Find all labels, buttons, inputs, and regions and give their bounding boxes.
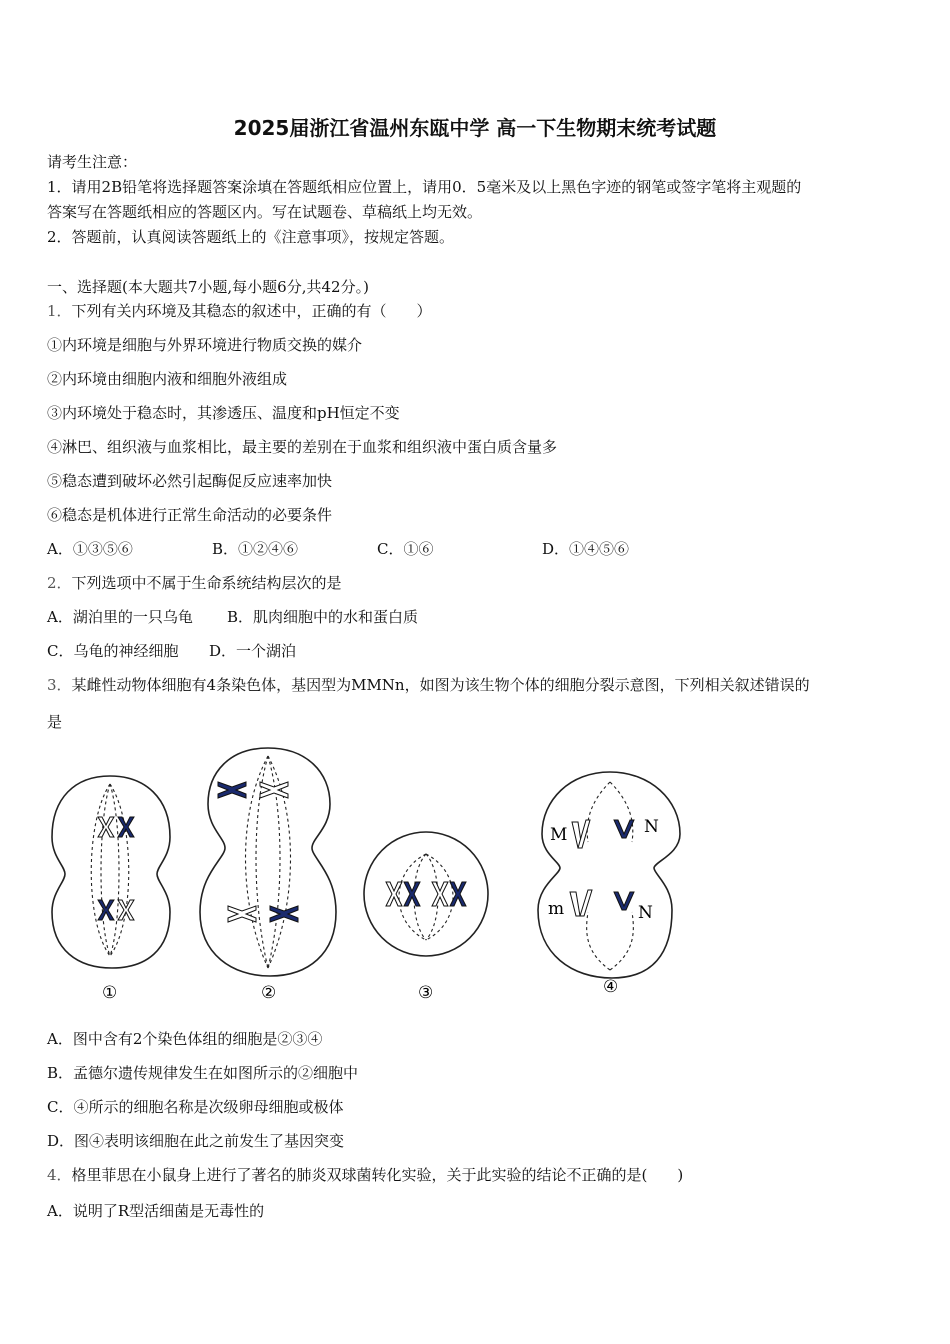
question-number: 2． [47, 574, 72, 592]
q1-options [47, 539, 629, 559]
chromosome [118, 817, 134, 837]
q2-options-ab [47, 607, 418, 627]
chromosome [98, 817, 114, 837]
question-2-stem [47, 573, 342, 593]
cell-3-outline [364, 832, 488, 956]
cell-4-spindle [587, 782, 634, 970]
gene-label: m [548, 899, 565, 919]
figure-label-4: ④ [603, 977, 619, 997]
question-3-stem-cont: 是 [47, 713, 63, 731]
question-number: 3． [47, 676, 72, 694]
q1-item-6: ⑥稳态是机体进行正常生命活动的必要条件 [47, 506, 333, 524]
q1-item-3: ③内环境处于稳态时，其渗透压、温度和pH恒定不变 [47, 404, 400, 422]
chromosome [432, 882, 448, 906]
chromosome [270, 906, 298, 922]
cell-4-outline [538, 772, 680, 978]
gene-label: N [638, 903, 653, 923]
chromosome [228, 906, 256, 922]
cell-division-figure [40, 742, 700, 1012]
cell-2-outline [200, 748, 336, 976]
q2-option-d: D．一个湖泊 [209, 642, 297, 660]
question-3-stem [47, 675, 810, 695]
cell-3-spindle [399, 854, 453, 940]
notice-line-1a: 1．请用2B铅笔将选择题答案涂填在答题纸相应位置上，请用0．5毫米及以上黑色字迹的钢笔或签字笔将主观题的 [47, 178, 802, 196]
q3-option-a: A．图中含有2个染色体组的细胞是②③④ [47, 1030, 323, 1048]
q1-item-1: ①内环境是细胞与外界环境进行物质交换的媒介 [47, 336, 363, 354]
notice-heading: 请考生注意： [47, 153, 138, 171]
figure-label-1: ① [102, 983, 118, 1003]
q3-option-b: B．孟德尔遗传规律发生在如图所示的②细胞中 [47, 1064, 359, 1082]
q1-option-b: B．①②④⑥ [212, 540, 299, 558]
chromosome [570, 892, 580, 916]
q1-option-a: A．①③⑤⑥ [47, 540, 133, 558]
question-text: 某雌性动物体细胞有4条染色体，基因型为MMNn，如图为该生物个体的细胞分裂示意图，下列相关叙述错误的 [71, 676, 810, 694]
page-title: 2025届浙江省温州东瓯中学 高一下生物期末统考试题 [233, 116, 717, 140]
question-text: 下列有关内环境及其稳态的叙述中，正确的有（ ） [71, 302, 432, 320]
figure-label-2: ② [261, 983, 277, 1003]
q1-item-5: ⑤稳态遭到破坏必然引起酶促反应速率加快 [47, 472, 333, 490]
question-text: 格里菲思在小鼠身上进行了著名的肺炎双球菌转化实验，关于此实验的结论不正确的是( ) [71, 1166, 684, 1184]
section-heading: 一、选择题(本大题共7小题,每小题6分,共42分。) [47, 278, 369, 296]
q2-option-c: C．乌龟的神经细胞 [47, 642, 179, 660]
gene-label: M [550, 825, 568, 845]
cell-1-outline [52, 776, 170, 968]
notice-line-2: 2．答题前，认真阅读答题纸上的《注意事项》，按规定答题。 [47, 228, 455, 246]
question-number: 4． [47, 1166, 72, 1184]
q4-option-a: A．说明了R型活细菌是无毒性的 [47, 1202, 265, 1220]
q2-options-cd [47, 641, 296, 661]
gene-label: N [644, 817, 659, 837]
question-number: 1． [47, 302, 72, 320]
question-text: 下列选项中不属于生命系统结构层次的是 [71, 574, 342, 592]
q3-option-c: C．④所示的细胞名称是次级卵母细胞或极体 [47, 1098, 344, 1116]
q1-option-c: C．①⑥ [377, 540, 434, 558]
question-1-stem [47, 301, 432, 321]
cell-1-spindle [91, 784, 129, 956]
notice-line-1b: 答案写在答题纸相应的答题区内。写在试题卷、草稿纸上均无效。 [47, 203, 483, 221]
chromosome [580, 890, 592, 916]
q1-item-2: ②内环境由细胞内液和细胞外液组成 [47, 370, 288, 388]
chromosome [118, 900, 134, 920]
chromosome [404, 882, 420, 906]
q2-option-b: B．肌肉细胞中的水和蛋白质 [227, 608, 419, 626]
q2-option-a: A．湖泊里的一只乌龟 [47, 608, 193, 626]
chromosome [260, 782, 288, 798]
chromosome [98, 900, 114, 920]
chromosome [614, 820, 634, 838]
chromosome [614, 892, 634, 910]
q3-option-d: D．图④表明该细胞在此之前发生了基因突变 [47, 1132, 345, 1150]
chromosome [218, 782, 246, 798]
q1-item-4: ④淋巴、组织液与血浆相比，最主要的差别在于血浆和组织液中蛋白质含量多 [47, 438, 558, 456]
q1-option-d: D．①④⑤⑥ [542, 540, 630, 558]
figure-label-3: ③ [418, 983, 434, 1003]
question-4-stem [47, 1165, 683, 1185]
